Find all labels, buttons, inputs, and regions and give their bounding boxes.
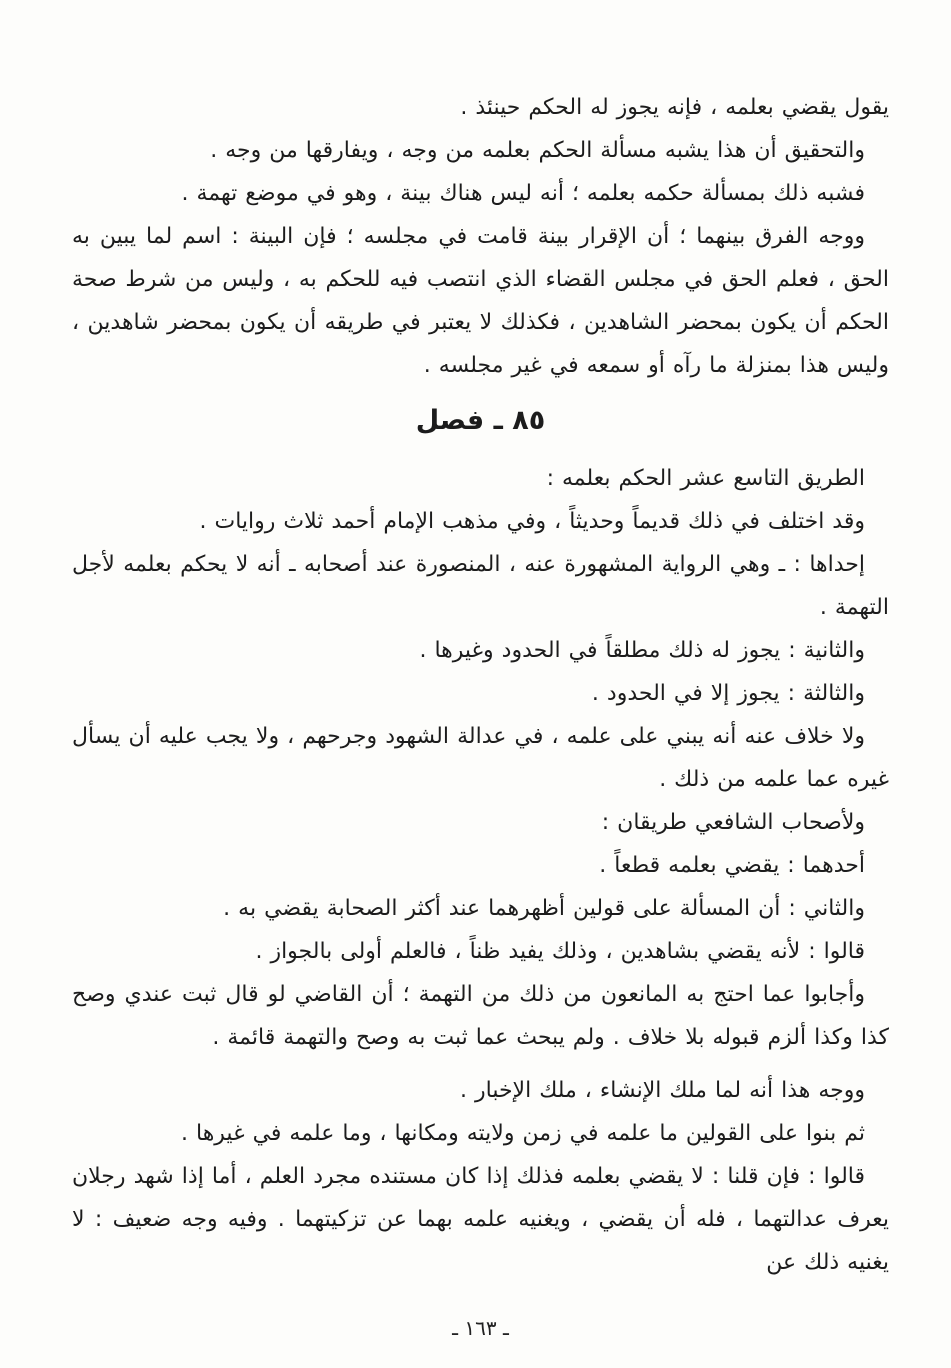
paragraph: قالوا : لأنه يقضي بشاهدين ، وذلك يفيد ظناً ، فالعلم أولى بالجواز .: [255, 939, 865, 964]
page-text-block: [72, 86, 889, 1284]
paragraph: يقول يقضي بعلمه ، فإنه يجوز له الحكم حينئذ .: [460, 95, 889, 120]
paragraph: الطريق التاسع عشر الحكم بعلمه :: [546, 466, 865, 491]
section-heading: ٨٥ ـ فصل: [415, 405, 546, 436]
paragraph: ولأصحاب الشافعي طريقان :: [601, 810, 865, 835]
paragraph: ثم بنوا على القولين ما علمه في زمن ولايته ومكانها ، وما علمه في غيرها .: [181, 1121, 865, 1146]
page-number: ـ ١٦٣ ـ: [452, 1316, 509, 1340]
paragraph: ووجه الفرق بينهما ؛ أن الإقرار بينة قامت في مجلسه ؛ فإن البينة : اسم لما يبين به الحق ، فعلم الحق في مجلس القضاء الذي انتصب فيه للحكم به ، وليس من شرط صحة الحكم أن يكون بمحضر الشاهدين ، فكذلك لا يعتبر في طريقه أن يكون بمحضر شاهدين ، وليس هذا بمنزلة ما رآه أو سمعه في غير مجلسه .: [72, 224, 889, 378]
paragraph: ووجه هذا أنه لما ملك الإنشاء ، ملك الإخبار .: [460, 1078, 865, 1103]
paragraph: وأجابوا عما احتج به المانعون من ذلك من التهمة ؛ أن القاضي لو قال ثبت عندي وصح كذا وكذا ألزم قبوله بلا خلاف . ولم يبحث عما ثبت به وصح والتهمة قائمة .: [72, 982, 889, 1050]
paragraph: ولا خلاف عنه أنه يبني على علمه ، في عدالة الشهود وجرحهم ، ولا يجب عليه أن يسأل غيره عما علمه من ذلك .: [72, 724, 889, 792]
paragraph: فشبه ذلك بمسألة حكمه بعلمه ؛ أنه ليس هناك بينة ، وهو في موضع تهمة .: [181, 181, 865, 206]
paragraph: والثالثة : يجوز إلا في الحدود .: [591, 681, 865, 706]
paragraph: أحدهما : يقضي بعلمه قطعاً .: [599, 853, 865, 878]
paragraph: والثاني : أن المسألة على قولين أظهرهما عند أكثر الصحابة يقضي به .: [223, 896, 865, 921]
paragraph: والتحقيق أن هذا يشبه مسألة الحكم بعلمه من وجه ، ويفارقها من وجه .: [210, 138, 865, 163]
paragraph: والثانية : يجوز له ذلك مطلقاً في الحدود وغيرها .: [419, 638, 865, 663]
paragraph: إحداها : ـ وهي الرواية المشهورة عنه ، المنصورة عند أصحابه ـ أنه لا يحكم بعلمه لأجل التهمة .: [72, 552, 889, 620]
paragraph: وقد اختلف في ذلك قديماً وحديثاً ، وفي مذهب الإمام أحمد ثلاث روايات .: [199, 509, 865, 534]
paragraph: قالوا : فإن قلنا : لا يقضي بعلمه فذلك إذا كان مستنده مجرد العلم ، أما إذا شهد رجلان يعرف عدالتهما ، فله أن يقضي ، ويغنيه علمه بهما عن تزكيتهما . وفيه وجه ضعيف : لا يغنيه ذلك عن: [72, 1164, 889, 1275]
